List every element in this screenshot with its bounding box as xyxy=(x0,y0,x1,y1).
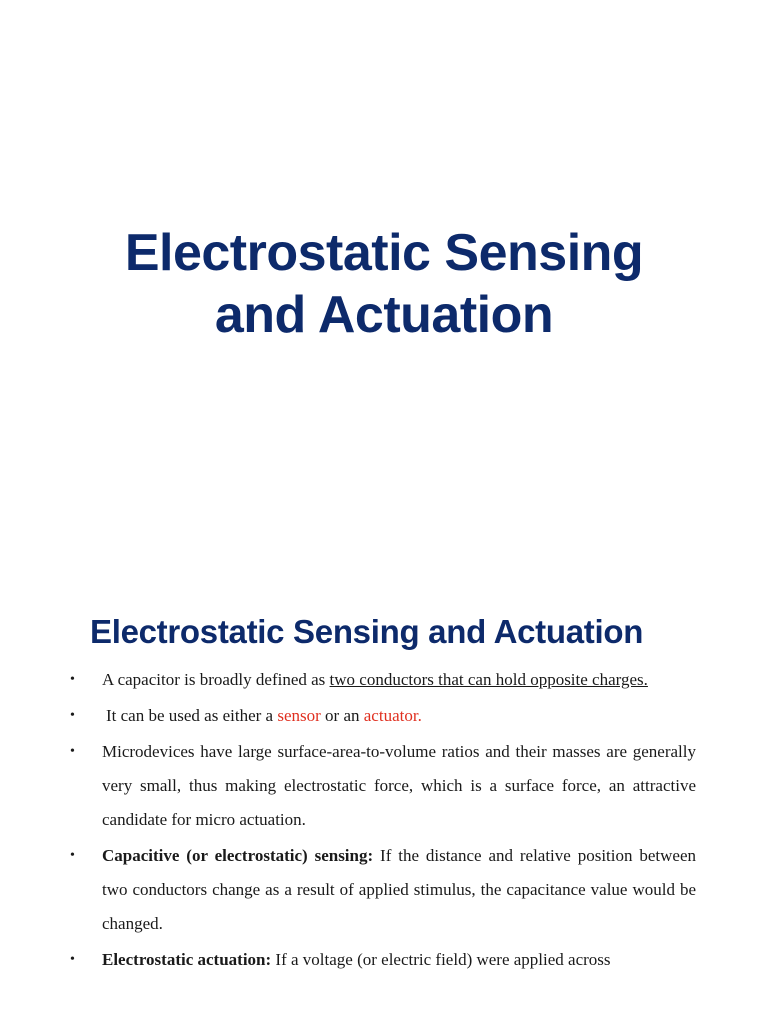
bullet-list xyxy=(66,663,696,977)
bullet-text: A capacitor is broadly defined as xyxy=(102,670,330,689)
bullet-term: Electrostatic actuation: xyxy=(102,950,272,969)
bullet-electrostatic-actuation xyxy=(66,943,696,977)
bullet-sensor-actuator xyxy=(66,699,696,733)
sensor-highlight: sensor xyxy=(277,706,321,725)
bullet-text: If a voltage (or electric field) were applied across xyxy=(271,950,611,969)
bullet-capacitive-sensing xyxy=(66,839,696,941)
title-line-2: and Actuation xyxy=(214,286,554,344)
bullet-icon: • xyxy=(70,672,75,687)
bullet-capacitor-definition xyxy=(66,663,696,697)
bullet-icon: • xyxy=(70,952,75,967)
bullet-term: Capacitive (or electrostatic) sensing: xyxy=(102,846,374,865)
underlined-text: two conductors that can hold opposite charges. xyxy=(329,670,648,689)
slide-title xyxy=(0,222,768,346)
actuator-highlight: actuator. xyxy=(363,706,422,725)
content-slide xyxy=(0,600,768,1024)
content-heading: Electrostatic Sensing and Actuation xyxy=(90,613,644,650)
bullet-text: It can be used as either a xyxy=(106,706,278,725)
bullet-text: Microdevices have large surface-area-to-volume ratios and their masses are generally very small, thus making electrostatic force, which is a surface force, an attractive candidate for micro actuation. xyxy=(102,742,696,829)
bullet-text: or an xyxy=(320,706,364,725)
bullet-icon: • xyxy=(70,848,75,863)
bullet-icon: • xyxy=(70,744,75,759)
title-line-1: Electrostatic Sensing xyxy=(124,224,644,282)
bullet-icon: • xyxy=(70,708,75,723)
bullet-text: If the distance and relative position between two conductors change as a result of applied stimulus, the capacitance value would be changed. xyxy=(102,846,696,933)
bullet-microdevices xyxy=(66,735,696,837)
